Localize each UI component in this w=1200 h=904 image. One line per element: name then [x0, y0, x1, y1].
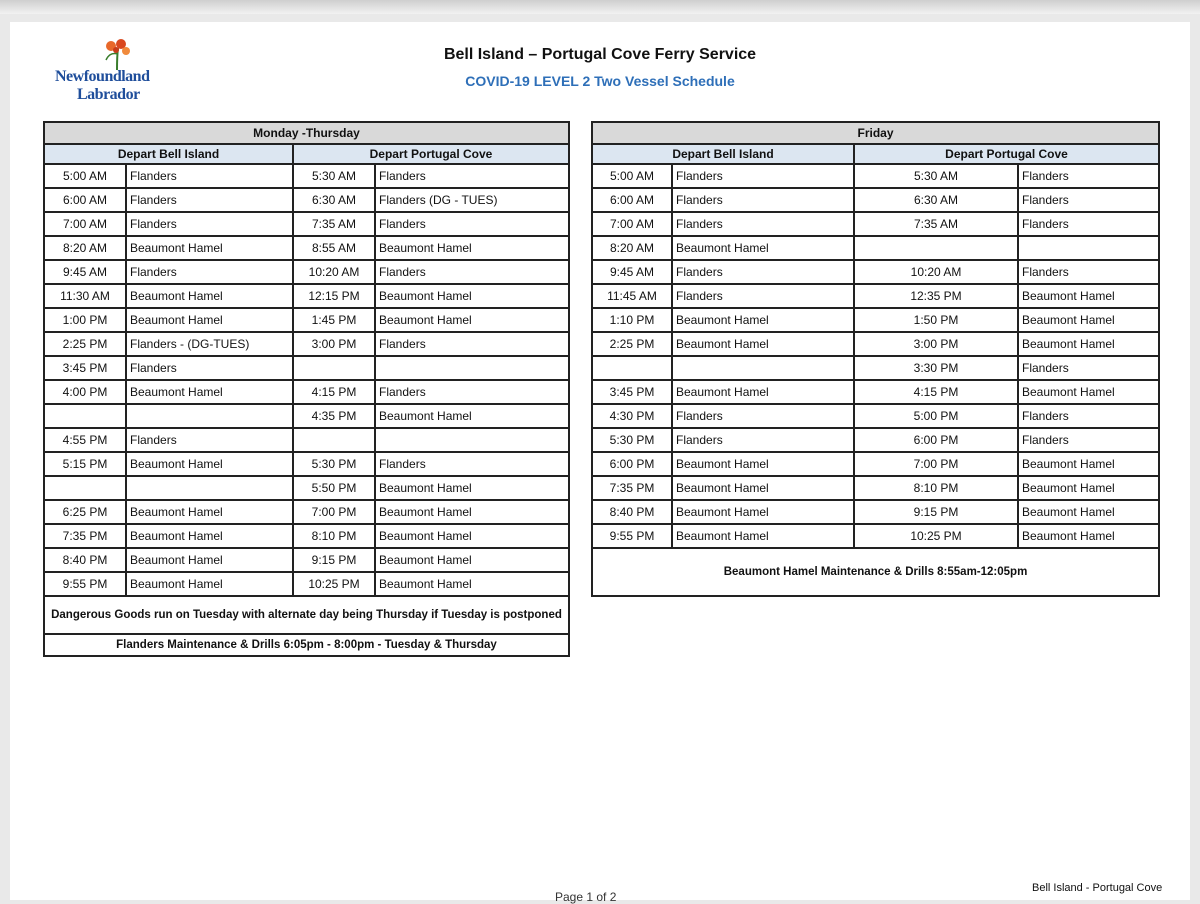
bell-island-time: 6:25 PM: [44, 500, 126, 524]
bell-island-time: 4:00 PM: [44, 380, 126, 404]
portugal-cove-time: 1:45 PM: [293, 308, 375, 332]
table-row: [44, 284, 569, 308]
table-row: [44, 500, 569, 524]
portugal-cove-vessel: Flanders: [375, 260, 569, 284]
portugal-cove-time: [293, 428, 375, 452]
bell-island-vessel: Flanders: [126, 212, 293, 236]
portugal-cove-time: 3:00 PM: [854, 332, 1018, 356]
table-row: [592, 404, 1159, 428]
portugal-cove-time: 8:10 PM: [293, 524, 375, 548]
table-row: [592, 308, 1159, 332]
table-row: [44, 356, 569, 380]
bell-island-time: 9:45 AM: [44, 260, 126, 284]
table-row: [592, 164, 1159, 188]
portugal-cove-vessel: [375, 428, 569, 452]
portugal-cove-time: 3:00 PM: [293, 332, 375, 356]
bell-island-time: 9:55 PM: [592, 524, 672, 548]
portugal-cove-vessel: Beaumont Hamel: [375, 404, 569, 428]
bell-island-vessel: [672, 356, 854, 380]
bell-island-vessel: Beaumont Hamel: [672, 308, 854, 332]
table-row: [592, 500, 1159, 524]
bell-island-time: 5:00 AM: [592, 164, 672, 188]
bell-island-time: 8:20 AM: [592, 236, 672, 260]
table-row: [592, 212, 1159, 236]
portugal-cove-vessel: Beaumont Hamel: [1018, 380, 1159, 404]
portugal-cove-time: 7:00 PM: [854, 452, 1018, 476]
bell-island-time: 6:00 AM: [44, 188, 126, 212]
bell-island-vessel: Flanders: [672, 428, 854, 452]
portugal-cove-vessel: Beaumont Hamel: [1018, 524, 1159, 548]
bell-island-vessel: Beaumont Hamel: [126, 572, 293, 596]
table-row: [44, 308, 569, 332]
page-number: Page 1 of 2: [555, 890, 617, 904]
portugal-cove-time: 4:15 PM: [293, 380, 375, 404]
bell-island-vessel: Flanders: [126, 428, 293, 452]
table-row: [44, 212, 569, 236]
bell-island-time: [592, 356, 672, 380]
bell-island-vessel: Flanders: [126, 164, 293, 188]
bell-island-time: 8:40 PM: [592, 500, 672, 524]
portugal-cove-time: 5:30 AM: [293, 164, 375, 188]
column-header-portugal-cove: Depart Portugal Cove: [854, 144, 1159, 164]
bell-island-vessel: Beaumont Hamel: [126, 236, 293, 260]
table-row: [592, 428, 1159, 452]
bell-island-time: 11:30 AM: [44, 284, 126, 308]
portugal-cove-time: 10:20 AM: [293, 260, 375, 284]
bell-island-vessel: [126, 404, 293, 428]
portugal-cove-vessel: Flanders: [1018, 356, 1159, 380]
portugal-cove-time: 5:00 PM: [854, 404, 1018, 428]
bell-island-vessel: Beaumont Hamel: [126, 452, 293, 476]
table-heading: Friday: [592, 122, 1159, 144]
portugal-cove-time: 9:15 PM: [854, 500, 1018, 524]
bell-island-time: 9:55 PM: [44, 572, 126, 596]
bell-island-time: 4:55 PM: [44, 428, 126, 452]
table-row: [44, 404, 569, 428]
portugal-cove-vessel: Flanders: [1018, 212, 1159, 236]
bell-island-time: [44, 476, 126, 500]
table-row: [592, 236, 1159, 260]
bell-island-vessel: Flanders: [126, 356, 293, 380]
portugal-cove-time: [293, 356, 375, 380]
bell-island-vessel: Flanders: [672, 284, 854, 308]
bell-island-time: 6:00 AM: [592, 188, 672, 212]
bell-island-vessel: Flanders: [672, 212, 854, 236]
friday-table: [591, 121, 1160, 597]
bell-island-vessel: Beaumont Hamel: [126, 380, 293, 404]
portugal-cove-vessel: Beaumont Hamel: [1018, 452, 1159, 476]
portugal-cove-vessel: Beaumont Hamel: [375, 572, 569, 596]
table-row: [592, 356, 1159, 380]
portugal-cove-vessel: Flanders: [1018, 428, 1159, 452]
page-subtitle: COVID-19 LEVEL 2 Two Vessel Schedule: [465, 73, 735, 89]
portugal-cove-time: 5:50 PM: [293, 476, 375, 500]
portugal-cove-vessel: Flanders: [375, 332, 569, 356]
logo-line-2: Labrador: [77, 86, 140, 103]
bell-island-vessel: Beaumont Hamel: [126, 500, 293, 524]
bell-island-time: 2:25 PM: [592, 332, 672, 356]
bell-island-vessel: Beaumont Hamel: [672, 380, 854, 404]
table-row: [44, 572, 569, 596]
bell-island-time: 8:40 PM: [44, 548, 126, 572]
portugal-cove-time: 6:00 PM: [854, 428, 1018, 452]
table-heading-row: [44, 122, 569, 144]
portugal-cove-time: 12:35 PM: [854, 284, 1018, 308]
portugal-cove-time: 9:15 PM: [293, 548, 375, 572]
bell-island-vessel: Beaumont Hamel: [672, 476, 854, 500]
table-row: [44, 332, 569, 356]
table-row: [44, 380, 569, 404]
bell-island-vessel: Beaumont Hamel: [672, 524, 854, 548]
bell-island-time: 2:25 PM: [44, 332, 126, 356]
portugal-cove-time: 7:35 AM: [293, 212, 375, 236]
bell-island-vessel: [126, 476, 293, 500]
table-row: [44, 164, 569, 188]
portugal-cove-vessel: Beaumont Hamel: [375, 476, 569, 500]
bell-island-time: 9:45 AM: [592, 260, 672, 284]
bell-island-vessel: Beaumont Hamel: [672, 500, 854, 524]
portugal-cove-time: 4:15 PM: [854, 380, 1018, 404]
portugal-cove-vessel: Flanders: [1018, 164, 1159, 188]
bell-island-vessel: Flanders: [126, 260, 293, 284]
bell-island-time: 4:30 PM: [592, 404, 672, 428]
note-row: [44, 634, 569, 656]
portugal-cove-time: 10:25 PM: [854, 524, 1018, 548]
portugal-cove-vessel: Flanders (DG - TUES): [375, 188, 569, 212]
portugal-cove-vessel: Flanders: [1018, 188, 1159, 212]
viewer-top-bar: [0, 0, 1200, 14]
column-header-row: [44, 144, 569, 164]
portugal-cove-time: 7:00 PM: [293, 500, 375, 524]
bell-island-vessel: Beaumont Hamel: [672, 452, 854, 476]
table-row: [592, 524, 1159, 548]
bell-island-vessel: Beaumont Hamel: [672, 332, 854, 356]
portugal-cove-vessel: [375, 356, 569, 380]
table-row: [592, 452, 1159, 476]
table-row: [592, 380, 1159, 404]
bell-island-vessel: Beaumont Hamel: [126, 524, 293, 548]
portugal-cove-vessel: Flanders: [375, 164, 569, 188]
table-row: [44, 476, 569, 500]
table-row: [44, 524, 569, 548]
table-row: [44, 548, 569, 572]
portugal-cove-vessel: Beaumont Hamel: [375, 548, 569, 572]
portugal-cove-vessel: [1018, 236, 1159, 260]
bell-island-time: 7:00 AM: [44, 212, 126, 236]
portugal-cove-vessel: Beaumont Hamel: [1018, 332, 1159, 356]
table-row: [592, 188, 1159, 212]
bell-island-vessel: Flanders: [672, 404, 854, 428]
portugal-cove-time: 5:30 AM: [854, 164, 1018, 188]
bell-island-time: 7:35 PM: [592, 476, 672, 500]
monday-thursday-table: [43, 121, 570, 657]
portugal-cove-vessel: Flanders: [375, 212, 569, 236]
page-title: Bell Island – Portugal Cove Ferry Service: [443, 46, 757, 63]
bell-island-vessel: Flanders: [672, 188, 854, 212]
portugal-cove-vessel: Beaumont Hamel: [375, 284, 569, 308]
beaumont-hamel-maintenance-note: Beaumont Hamel Maintenance & Drills 8:55am-12:05pm: [592, 548, 1159, 596]
column-header-bell-island: Depart Bell Island: [44, 144, 293, 164]
table-row: [592, 332, 1159, 356]
bell-island-time: 5:00 AM: [44, 164, 126, 188]
portugal-cove-time: 4:35 PM: [293, 404, 375, 428]
column-header-bell-island: Depart Bell Island: [592, 144, 854, 164]
portugal-cove-vessel: Beaumont Hamel: [375, 524, 569, 548]
bell-island-time: 3:45 PM: [44, 356, 126, 380]
portugal-cove-vessel: Flanders: [1018, 404, 1159, 428]
bell-island-time: [44, 404, 126, 428]
bell-island-vessel: Flanders - (DG-TUES): [126, 332, 293, 356]
footer-document-label: Bell Island - Portugal Cove: [1032, 882, 1163, 894]
bell-island-vessel: Beaumont Hamel: [126, 284, 293, 308]
note-row: [44, 596, 569, 634]
bell-island-time: 3:45 PM: [592, 380, 672, 404]
bell-island-vessel: Beaumont Hamel: [672, 236, 854, 260]
bell-island-time: 1:10 PM: [592, 308, 672, 332]
column-header-portugal-cove: Depart Portugal Cove: [293, 144, 569, 164]
portugal-cove-vessel: Flanders: [375, 380, 569, 404]
table-row: [592, 260, 1159, 284]
table-heading-row: [592, 122, 1159, 144]
table-row: [44, 236, 569, 260]
bell-island-vessel: Flanders: [672, 260, 854, 284]
portugal-cove-time: 5:30 PM: [293, 452, 375, 476]
bell-island-time: 11:45 AM: [592, 284, 672, 308]
table-row: [592, 284, 1159, 308]
portugal-cove-time: [854, 236, 1018, 260]
note-row: [592, 548, 1159, 596]
table-row: [44, 188, 569, 212]
table-row: [44, 428, 569, 452]
portugal-cove-time: 3:30 PM: [854, 356, 1018, 380]
bell-island-time: 8:20 AM: [44, 236, 126, 260]
portugal-cove-time: 10:25 PM: [293, 572, 375, 596]
bell-island-time: 1:00 PM: [44, 308, 126, 332]
portugal-cove-vessel: Beaumont Hamel: [1018, 500, 1159, 524]
portugal-cove-vessel: Beaumont Hamel: [1018, 476, 1159, 500]
table-heading: Monday -Thursday: [44, 122, 569, 144]
table-row: [44, 452, 569, 476]
portugal-cove-time: 8:55 AM: [293, 236, 375, 260]
portugal-cove-time: 10:20 AM: [854, 260, 1018, 284]
bell-island-time: 5:15 PM: [44, 452, 126, 476]
portugal-cove-vessel: Beaumont Hamel: [1018, 308, 1159, 332]
table-row: [44, 260, 569, 284]
bell-island-time: 7:35 PM: [44, 524, 126, 548]
bell-island-vessel: Beaumont Hamel: [126, 548, 293, 572]
portugal-cove-time: 7:35 AM: [854, 212, 1018, 236]
bell-island-time: 6:00 PM: [592, 452, 672, 476]
portugal-cove-vessel: Flanders: [1018, 260, 1159, 284]
portugal-cove-time: 12:15 PM: [293, 284, 375, 308]
portugal-cove-time: 6:30 AM: [854, 188, 1018, 212]
bell-island-vessel: Flanders: [126, 188, 293, 212]
bell-island-time: 5:30 PM: [592, 428, 672, 452]
portugal-cove-vessel: Beaumont Hamel: [1018, 284, 1159, 308]
bell-island-vessel: Flanders: [672, 164, 854, 188]
dangerous-goods-note: Dangerous Goods run on Tuesday with alternate day being Thursday if Tuesday is postponed: [44, 596, 569, 634]
flanders-maintenance-note: Flanders Maintenance & Drills 6:05pm - 8:00pm - Tuesday & Thursday: [44, 634, 569, 656]
portugal-cove-time: 1:50 PM: [854, 308, 1018, 332]
bell-island-vessel: Beaumont Hamel: [126, 308, 293, 332]
column-header-row: [592, 144, 1159, 164]
table-row: [592, 476, 1159, 500]
bell-island-time: 7:00 AM: [592, 212, 672, 236]
portugal-cove-time: 8:10 PM: [854, 476, 1018, 500]
portugal-cove-time: 6:30 AM: [293, 188, 375, 212]
portugal-cove-vessel: Beaumont Hamel: [375, 500, 569, 524]
portugal-cove-vessel: Flanders: [375, 452, 569, 476]
logo-line-1: Newfoundland: [55, 68, 150, 85]
portugal-cove-vessel: Beaumont Hamel: [375, 236, 569, 260]
portugal-cove-vessel: Beaumont Hamel: [375, 308, 569, 332]
